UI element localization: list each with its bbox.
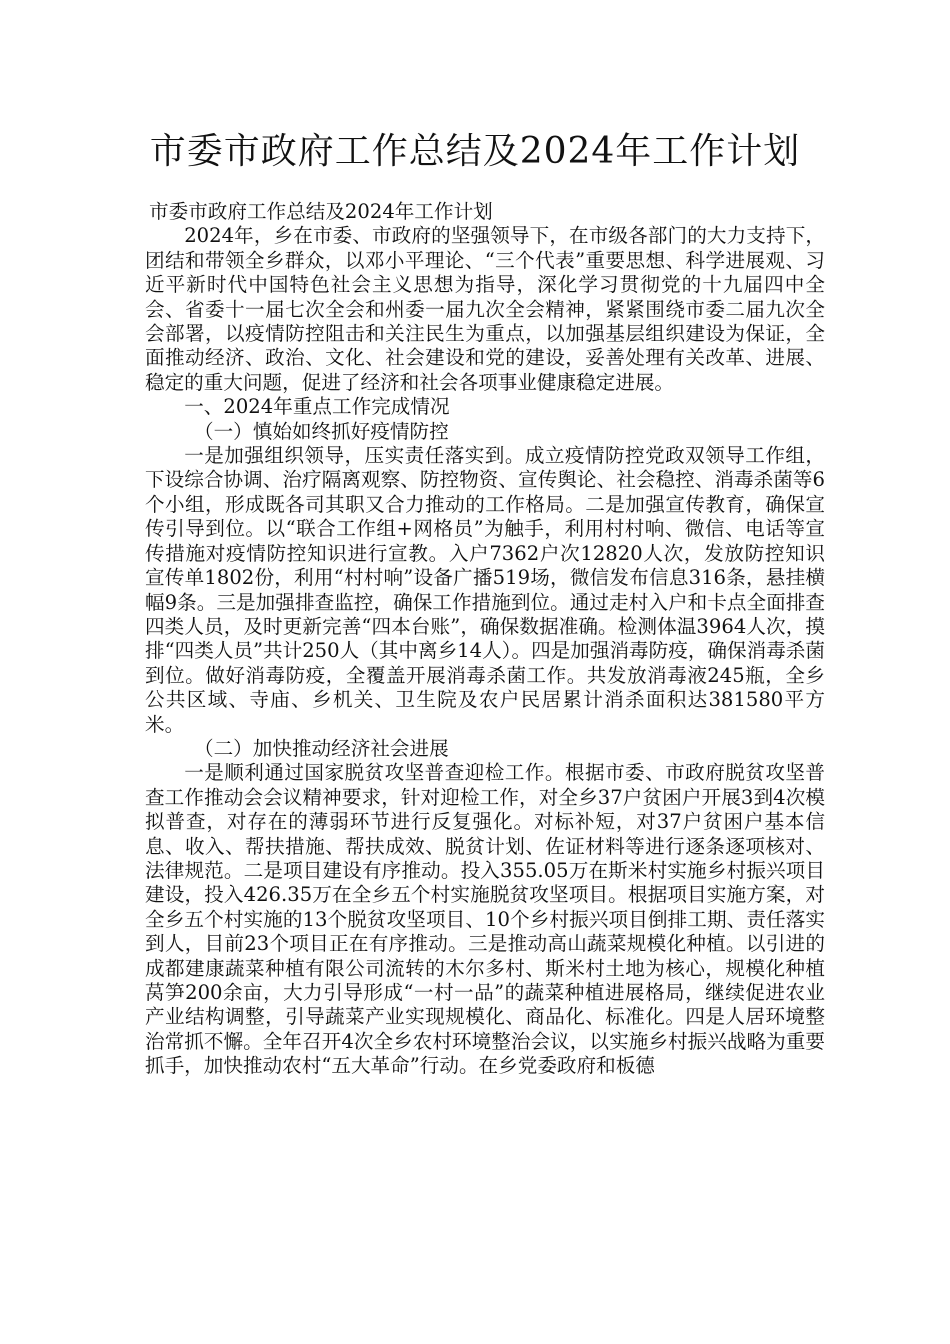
document-body bbox=[145, 200, 825, 1079]
section-heading-1: 一、2024年重点工作完成情况 bbox=[184, 395, 450, 419]
intro-paragraph: 2024年，乡在市委、市政府的坚强领导下，在市级各部门的大力支持下，团结和带领全乡群众，以邓小平理论、“三个代表”重要思想、科学进展观、习近平新时代中国特色社会主义思想为指导，深化学习贯彻党的十九届四中全会、省委十一届七次全会和州委一届九次全会精神，紧紧围绕市委二届九次全会部署，以疫情防控阻击和关注民生为重点，以加强基层组织建设为保证，全面推动经济、政治、文化、社会建设和党的建设，妥善处理有关改革、进展、稳定的重大问题，促进了经济和社会各项事业健康稳定进展。 bbox=[145, 224, 825, 394]
subsection-heading-2: （二）加快推动经济社会进展 bbox=[194, 736, 449, 760]
document-subtitle: 市委市政府工作总结及2024年工作计划 bbox=[149, 200, 493, 223]
subsection-body-1: 一是加强组织领导，压实责任落实到。成立疫情防控党政双领导工作组，下设综合协调、治疗隔离观察、防控物资、宣传舆论、社会稳控、消毒杀菌等6个小组，形成既各司其职又合力推动的工作格局。二是加强宣传教育，确保宣传引导到位。以“联合工作组+网格员”为触手，利用村村响、微信、电话等宣传措施对疫情防控知识进行宣教。入户7362户次12820人次，发放防控知识宣传单1802份，利用“村村响”设备广播519场，微信发布信息316条，悬挂横幅9条。三是加强排查监控，确保工作措施到位。通过走村入户和卡点全面排查四类人员，及时更新完善“四本台账”，确保数据准确。检测体温3964人次，摸排“四类人员”共计250人（其中离乡14人）。四是加强消毒防疫，确保消毒杀菌到位。做好消毒防疫，全覆盖开展消毒杀菌工作。共发放消毒液245瓶，全乡公共区域、寺庙、乡机关、卫生院及农户民居累计消杀面积达381580平方米。 bbox=[145, 444, 825, 736]
page-title: 市委市政府工作总结及2024年工作计划 bbox=[149, 131, 801, 172]
subsection-heading-1: （一）慎始如终抓好疫情防控 bbox=[194, 419, 449, 443]
subsection-body-2: 一是顺利通过国家脱贫攻坚普查迎检工作。根据市委、市政府脱贫攻坚普查工作推动会会议精神要求，针对迎检工作，对全乡37户贫困户开展3到4次模拟普查，对存在的薄弱环节进行反复强化。对标补短，对37户贫困户基本信息、收入、帮扶措施、帮扶成效、脱贫计划、佐证材料等进行逐条逐项核对、法律规范。二是项目建设有序推动。投入355.05万在斯米村实施乡村振兴项目建设，投入426.35万在全乡五个村实施脱贫攻坚项目。根据项目实施方案，对全乡五个村实施的13个脱贫攻坚项目、10个乡村振兴项目倒排工期、责任落实到人，目前23个项目正在有序推动。三是推动高山蔬菜规模化种植。以引进的成都建康蔬菜种植有限公司流转的木尔多村、斯米村土地为核心，规模化种植莴笋200余亩，大力引导形成“一村一品”的蔬菜种植进展格局，继续促进农业产业结构调整，引导蔬菜产业实现规模化、商品化、标准化。四是人居环境整治常抓不懈。全年召开4次全乡农村环境整治会议，以实施乡村振兴战略为重要抓手，加快推动农村“五大革命”行动。在乡党委政府和板德 bbox=[145, 761, 825, 1078]
